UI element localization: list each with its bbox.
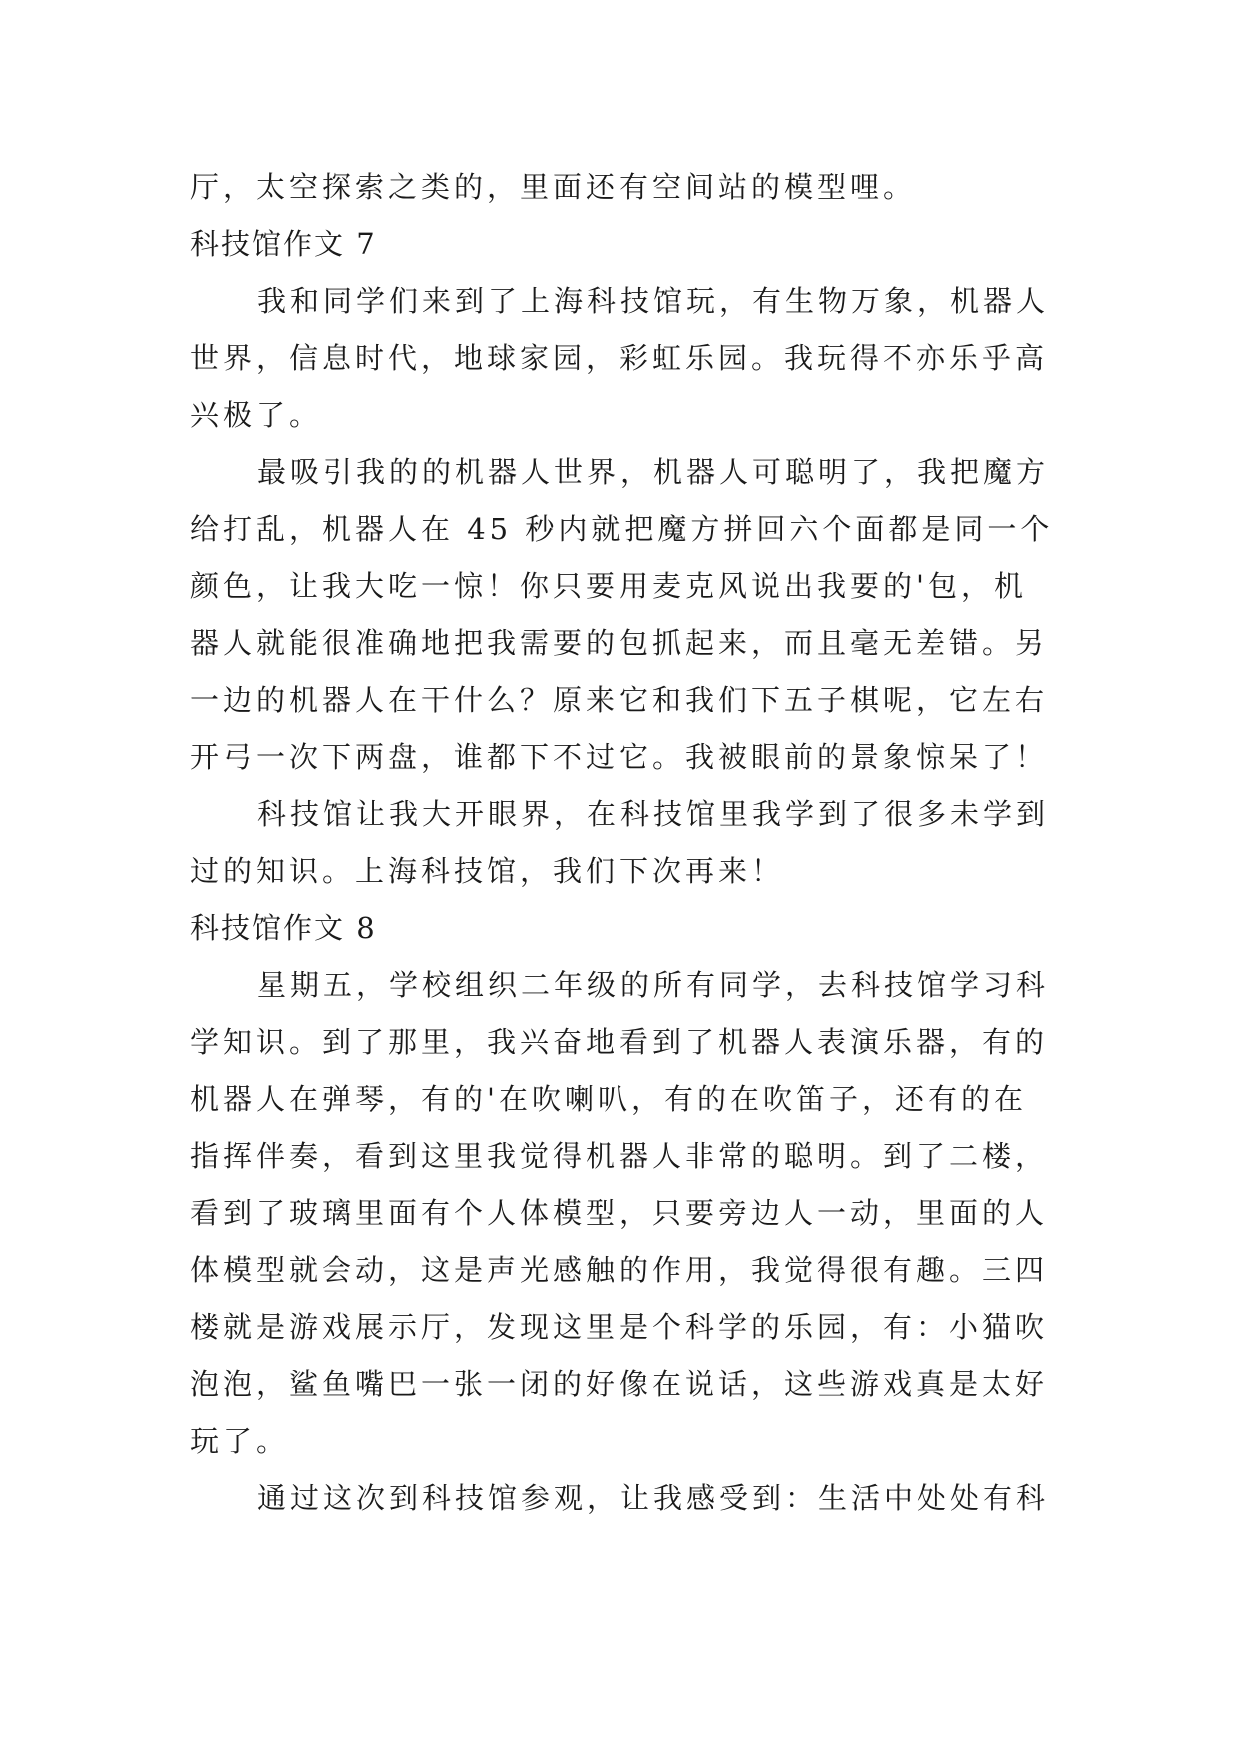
text-line: 楼就是游戏展示厅，发现这里是个科学的乐园，有：小猫吹 [190,1310,1049,1344]
text-line: 我和同学们来到了上海科技馆玩，有生物万象，机器人 [257,284,1050,318]
text-line: 泡泡，鲨鱼嘴巴一张一闭的好像在说话，这些游戏真是太好 [190,1367,1049,1401]
text-line: 体模型就会动，这是声光感触的作用，我觉得很有趣。三四 [190,1253,1049,1287]
text-line: 开弓一次下两盘，谁都下不过它。我被眼前的景象惊呆了！ [190,740,1049,774]
text-line: 指挥伴奏，看到这里我觉得机器人非常的聪明。到了二楼， [190,1139,1049,1173]
text-line: 学知识。到了那里，我兴奋地看到了机器人表演乐器，有的 [190,1025,1049,1059]
section-heading: 科技馆作文 8 [190,911,377,945]
section-heading: 科技馆作文 7 [190,227,377,261]
text-line: 给打乱，机器人在 45 秒内就把魔方拼回六个面都是同一个 [190,512,1054,546]
text-line: 过的知识。上海科技馆，我们下次再来！ [190,854,785,888]
text-line: 通过这次到科技馆参观，让我感受到：生活中处处有科 [257,1481,1050,1515]
text-line: 兴极了。 [190,398,323,432]
text-line: 一边的机器人在干什么？原来它和我们下五子棋呢，它左右 [190,683,1049,717]
text-line: 星期五，学校组织二年级的所有同学，去科技馆学习科 [257,968,1050,1002]
text-line: 玩了。 [190,1424,290,1458]
text-line: 厅，太空探索之类的，里面还有空间站的模型哩。 [190,170,917,204]
text-line: 科技馆让我大开眼界，在科技馆里我学到了很多未学到 [257,797,1050,831]
text-line: 器人就能很准确地把我需要的包抓起来，而且毫无差错。另 [190,626,1049,660]
text-line: 世界，信息时代，地球家园，彩虹乐园。我玩得不亦乐乎高 [190,341,1049,375]
text-line: 看到了玻璃里面有个人体模型，只要旁边人一动，里面的人 [190,1196,1049,1230]
text-line: 颜色，让我大吃一惊！你只要用麦克风说出我要的'包，机 [190,569,1027,603]
text-line: 最吸引我的的机器人世界，机器人可聪明了，我把魔方 [257,455,1050,489]
text-line: 机器人在弹琴，有的'在吹喇叭，有的在吹笛子，还有的在 [190,1082,1027,1116]
